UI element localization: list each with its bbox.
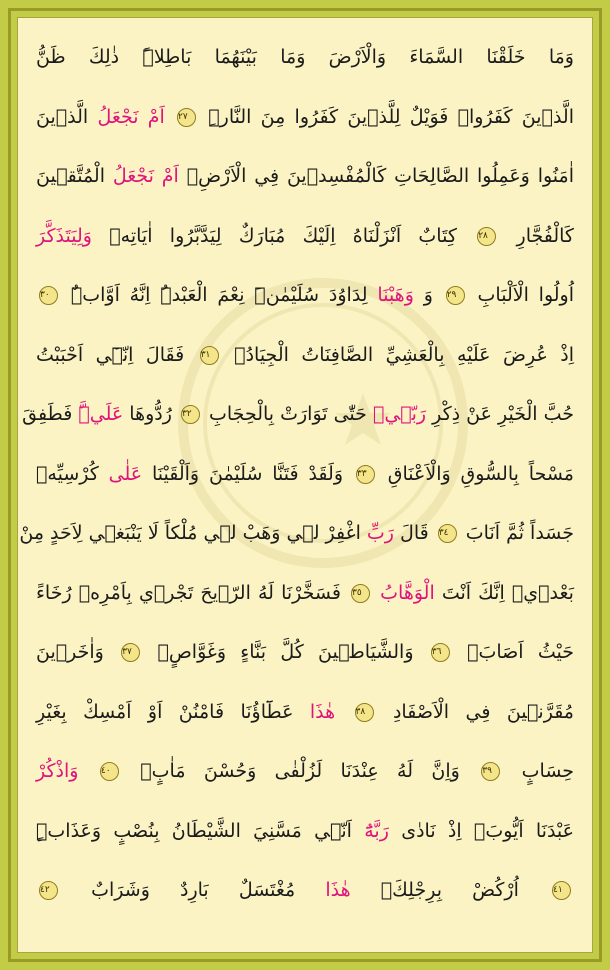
verse-line bbox=[19, 514, 574, 552]
highlighted-word: عَلَيَّۜ bbox=[78, 403, 124, 425]
verse-text: وَ bbox=[423, 284, 433, 306]
page-inner-border bbox=[11, 11, 599, 959]
verse-line bbox=[36, 157, 574, 195]
ayah-number-marker: ٣٦ bbox=[431, 643, 450, 662]
verse-text: مَسْحاً بِالسُّوقِ وَالْاَعْنَاقِ bbox=[387, 462, 574, 485]
verse-text: مُغْتَسَلٌ بَارِدٌ وَشَرَابٌ bbox=[91, 879, 296, 901]
highlighted-word: اَمْ نَجْعَلُ bbox=[112, 165, 179, 187]
page-frame bbox=[8, 8, 602, 962]
verse-text: اٰمَنُوا وَعَمِلُوا الصَّالِحَاتِ كَالْمُفْسِدٖينَ فِي الْاَرْضِۘ bbox=[186, 165, 574, 187]
verse-text: مُقَرَّنٖينَ فِي الْاَصْفَادِ bbox=[392, 700, 574, 723]
ayah-number-marker: ٣٥ bbox=[351, 584, 370, 603]
ayah-number-marker: ٣٩ bbox=[481, 762, 500, 781]
ayah-number-marker: ٢٧ bbox=[177, 108, 196, 127]
verse-text: اِذْ عُرِضَ عَلَيْهِ بِالْعَشِيِّ الصَّافِنَاتُ الْجِيَادُۙ bbox=[234, 343, 574, 366]
highlighted-word: اَمْ نَجْعَلُ bbox=[97, 105, 165, 128]
verse-line bbox=[36, 574, 574, 612]
ayah-number-marker: ٣١ bbox=[200, 346, 219, 365]
ayah-number-marker: ٤٠ bbox=[100, 762, 119, 781]
ayah-number-marker: ٣٠ bbox=[39, 286, 58, 305]
highlighted-word: هٰذَا bbox=[309, 700, 336, 723]
ayah-number-marker: ٤١ bbox=[552, 881, 571, 900]
verse-text: عَبْدَنَا اَيُّوبَۢ اِذْ نَادٰى bbox=[401, 819, 575, 842]
verse-line bbox=[36, 633, 574, 671]
highlighted-word: وَاذْكُرْ bbox=[36, 760, 79, 782]
verse-text: اغْفِرْ لٖي وَهَبْ لٖي مُلْكاً لَا يَنْبَغٖي لِاَحَدٍ مِنْ bbox=[19, 522, 361, 544]
ayah-number-marker: ٣٣ bbox=[356, 465, 375, 484]
verse-text: الْمُتَّقٖينَ bbox=[36, 165, 105, 187]
verse-text: وَلَقَدْ فَتَنَّا سُلَيْمٰنَ وَاَلْقَيْنَا bbox=[152, 462, 344, 485]
verse-text: كُرْسِيِّهٖ bbox=[36, 462, 99, 485]
verse-line bbox=[22, 395, 574, 433]
verse-text: حَيْثُ اَصَابَۙ bbox=[467, 641, 575, 663]
highlighted-word: رَبّٖيۚ bbox=[372, 403, 427, 425]
ayah-number-marker: ٤٢ bbox=[39, 881, 58, 900]
verse-text: فَقَالَ اِنّٖٓي اَحْبَبْتُ bbox=[36, 343, 185, 366]
highlighted-word: الْوَهَّابُ bbox=[380, 581, 435, 604]
verse-line bbox=[36, 693, 574, 731]
verse-text: عَطَٓاؤُنَا فَامْنُنْ اَوْ اَمْسِكْ بِغَيْرِ bbox=[36, 700, 294, 723]
verse-text: لِدَاوُدَ سُلَيْمٰنَۜ نِعْمَ الْعَبْدُۜ اِنَّهُ اَوَّابٌۜ bbox=[70, 284, 368, 306]
verse-line bbox=[36, 336, 574, 374]
verse-text: اَنّٖي مَسَّنِيَ الشَّيْطَانُ بِنُصْبٍ وَعَذَابٍۜ bbox=[36, 819, 352, 842]
ayah-number-marker: ٣٢ bbox=[181, 405, 200, 424]
verse-line bbox=[36, 455, 574, 493]
verse-line bbox=[36, 98, 574, 136]
verse-text: رُدُّوهَا bbox=[129, 403, 172, 425]
highlighted-word: وَهَبْنَا bbox=[377, 284, 414, 306]
verse-text: فَطَفِقَ bbox=[22, 403, 73, 425]
verse-text: حِسَابٍ bbox=[521, 760, 575, 782]
verse-text: فَسَخَّرْنَا لَهُ الرّٖيحَ تَجْرٖي بِاَمْرِهٖ رُخَاءً bbox=[36, 581, 341, 604]
verse-text: حُبَّ الْخَيْرِ عَنْ ذِكْرِ bbox=[432, 403, 574, 425]
verse-text: جَسَداً ثُمَّ اَنَابَ bbox=[465, 522, 574, 544]
verse-text: وَمَا خَلَقْنَا السَّمَاءَ وَالْاَرْضَ وَمَا بَيْنَهُمَا بَاطِلاًۜ ذٰلِكَ ظَنُّ bbox=[36, 46, 574, 68]
highlighted-word: رَبِّ bbox=[366, 522, 394, 544]
verse-text: وَالشَّيَاطٖينَ كُلَّ بَنَّاءٍ وَغَوَّاصٍۙ bbox=[157, 641, 414, 663]
verse-line bbox=[36, 217, 574, 255]
verse-text: اُرْكُضْ بِرِجْلِكَۚ bbox=[380, 879, 519, 901]
ayah-number-marker: ٣٨ bbox=[355, 703, 374, 722]
verse-line bbox=[36, 276, 574, 314]
verse-text: بَعْدٖيۚ اِنَّكَ اَنْتَ bbox=[441, 581, 574, 604]
verse-text: وَاِنَّ لَهُ عِنْدَنَا لَزُلْفٰى وَحُسْنَ مَاٰبٍۚ bbox=[140, 760, 460, 782]
verse-line bbox=[36, 38, 574, 76]
ayah-number-marker: ٣٤ bbox=[438, 524, 457, 543]
verse-text: كَالْفُجَّارِ bbox=[516, 224, 574, 247]
highlighted-word: عَلٰى bbox=[108, 462, 143, 485]
verse-text: كِتَابٌ اَنْزَلْنَاهُ اِلَيْكَ مُبَارَكٌ لِيَدَّبَّرُوا اٰيَاتِهٖ bbox=[109, 224, 457, 247]
verse-text: الَّذٖينَ كَفَرُواۚ فَوَيْلٌ لِلَّذٖينَ كَفَرُوا مِنَ النَّارِۜ bbox=[208, 105, 574, 128]
ayah-number-marker: ٢٩ bbox=[446, 286, 465, 305]
highlighted-word: رَبَّهُٓ bbox=[364, 819, 389, 842]
verse-text: الَّذٖينَ bbox=[36, 105, 89, 128]
verse-line bbox=[36, 752, 574, 790]
highlighted-word: وَلِيَتَذَكَّرَ bbox=[36, 224, 92, 247]
verse-line bbox=[36, 871, 574, 909]
quran-page bbox=[17, 17, 593, 953]
verse-text: قَالَ bbox=[400, 522, 429, 544]
verse-text: اُولُوا الْاَلْبَابِ bbox=[477, 284, 575, 306]
highlighted-word: هٰذَا bbox=[325, 879, 351, 901]
ayah-number-marker: ٢٨ bbox=[477, 227, 496, 246]
verse-text: حَتّٰى تَوَارَتْ بِالْحِجَابِ bbox=[209, 403, 367, 425]
verse-text: وَاٰخَرٖينَ bbox=[36, 641, 104, 663]
ayah-number-marker: ٣٧ bbox=[121, 643, 140, 662]
verse-line bbox=[36, 812, 574, 850]
